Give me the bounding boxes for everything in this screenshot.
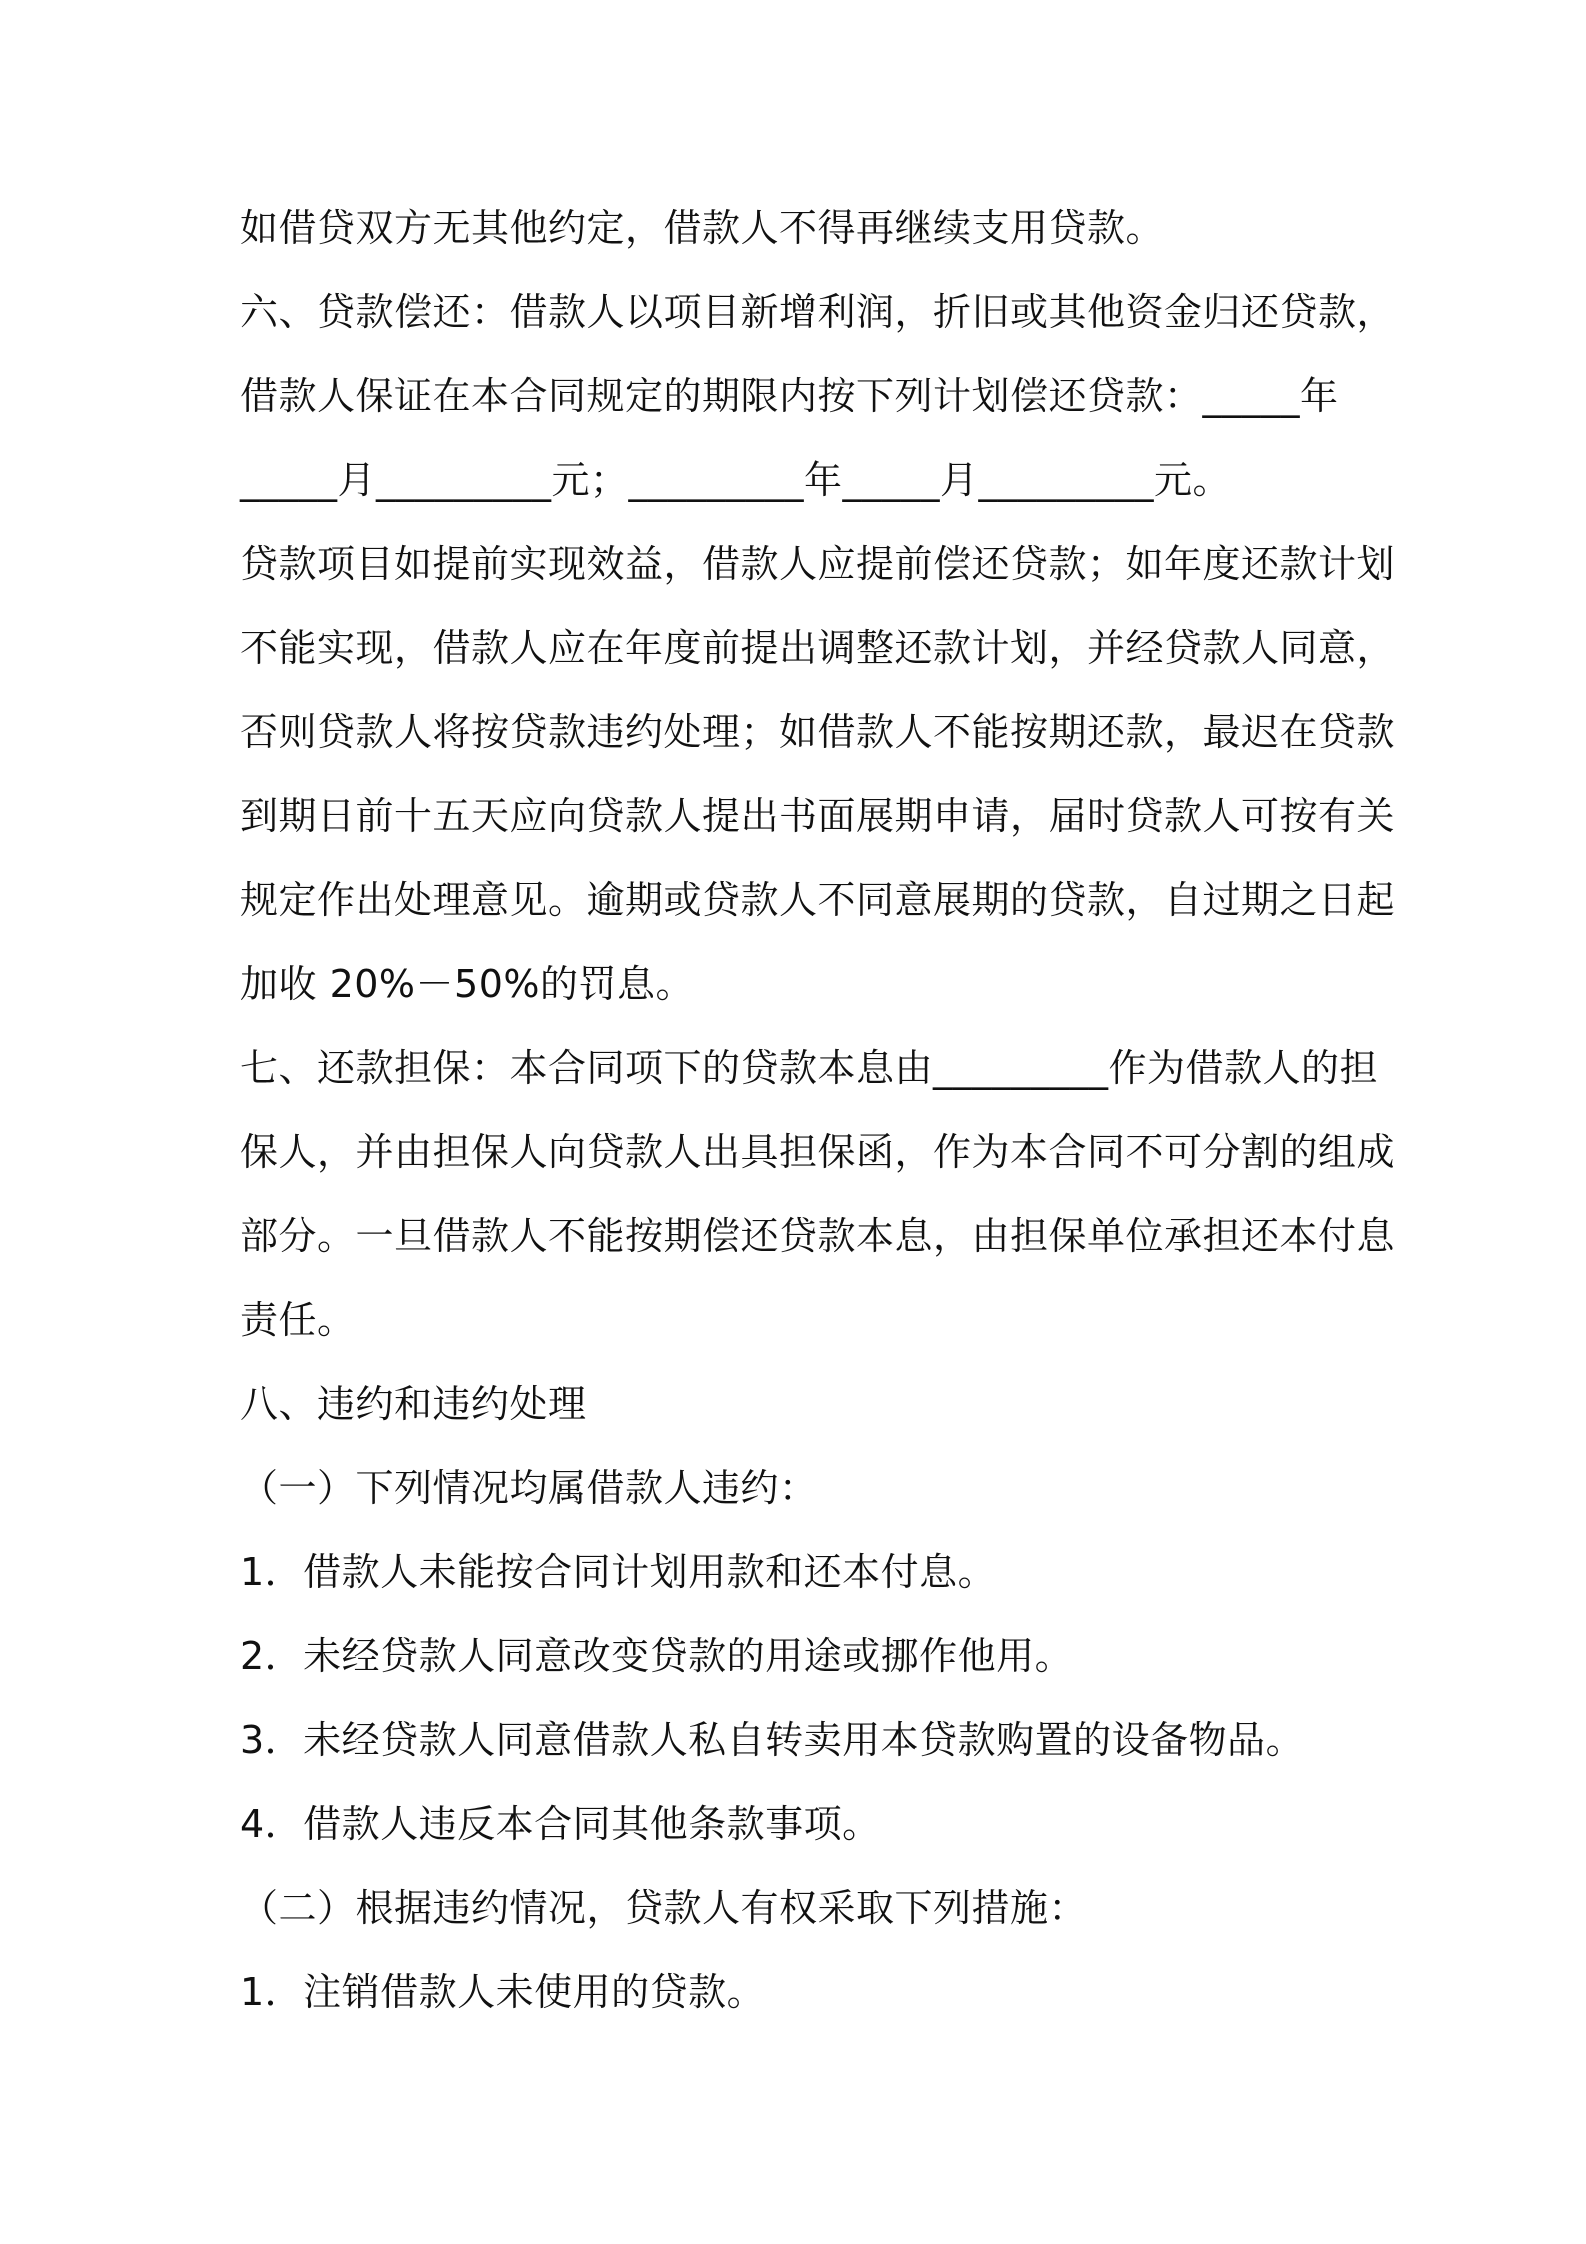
text-line: 否则贷款人将按贷款违约处理；如借款人不能按期还款，最迟在贷款 (240, 710, 1396, 754)
text-line: 规定作出处理意见。逾期或贷款人不同意展期的贷款，自过期之日起 (240, 878, 1396, 922)
text-line: 不能实现，借款人应在年度前提出调整还款计划，并经贷款人同意， (240, 626, 1396, 670)
text-line: _____月_________元；_________年_____月_________元。 (240, 458, 1232, 502)
list-item: 3．未经贷款人同意借款人私自转卖用本贷款购置的设备物品。 (240, 1718, 1305, 1762)
subsection-heading: （一）下列情况均属借款人违约： (240, 1466, 818, 1510)
text-line: 保人，并由担保人向贷款人出具担保函，作为本合同不可分割的组成 (240, 1130, 1396, 1174)
list-item: 2．未经贷款人同意改变贷款的用途或挪作他用。 (240, 1634, 1074, 1678)
section-heading: 八、违约和违约处理 (240, 1382, 587, 1426)
text-line: 到期日前十五天应向贷款人提出书面展期申请，届时贷款人可按有关 (240, 794, 1396, 838)
list-item: 4．借款人违反本合同其他条款事项。 (240, 1802, 881, 1846)
text-line: 部分。一旦借款人不能按期偿还贷款本息，由担保单位承担还本付息 (240, 1214, 1396, 1258)
text-line: 借款人保证在本合同规定的期限内按下列计划偿还贷款：_____年 (240, 374, 1339, 418)
text-line: 加收 20%－50%的罚息。 (240, 962, 695, 1006)
list-item: 1．注销借款人未使用的贷款。 (240, 1970, 766, 2014)
subsection-heading: （二）根据违约情况，贷款人有权采取下列措施： (240, 1886, 1088, 1930)
text-line: 责任。 (240, 1298, 356, 1342)
text-line: 贷款项目如提前实现效益，借款人应提前偿还贷款；如年度还款计划 (240, 542, 1396, 586)
text-line: 六、贷款偿还：借款人以项目新增利润，折旧或其他资金归还贷款， (240, 290, 1396, 334)
list-item: 1．借款人未能按合同计划用款和还本付息。 (240, 1550, 997, 1594)
text-line: 七、还款担保：本合同项下的贷款本息由_________作为借款人的担 (240, 1046, 1379, 1090)
text-line: 如借贷双方无其他约定，借款人不得再继续支用贷款。 (240, 206, 1165, 250)
